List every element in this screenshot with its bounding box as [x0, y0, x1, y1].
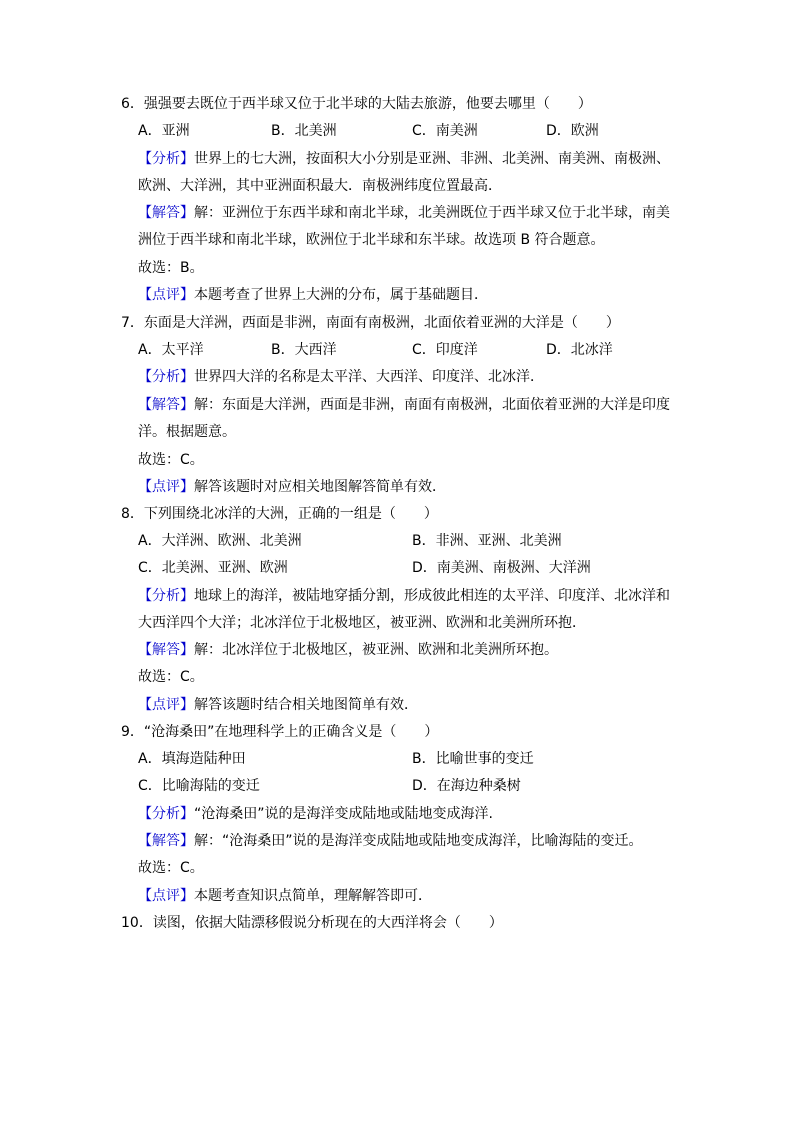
option-a: A．大洋洲、欧洲、北美洲 — [138, 533, 302, 549]
question-7-solution: 【解答】解：东面是大洋洲，西面是非洲，南面有南极洲，北面依着亚洲的大洋是印度 — [138, 397, 670, 413]
question-9-comment: 【点评】本题考查知识点简单，理解解答即可． — [138, 888, 432, 904]
option-a: A．填海造陆种田 — [138, 751, 246, 767]
question-9-analysis: 【分析】“沧海桑田”说的是海洋变成陆地或陆地变成海洋. — [138, 806, 493, 822]
question-10-stem: 10．读图，依据大陆漂移假说分析现在的大西洋将会（ ） — [121, 915, 503, 931]
option-d: D．欧洲 — [546, 123, 599, 139]
question-8-choice: 故选：C。 — [138, 669, 204, 685]
option-b: B．大西洋 — [271, 342, 337, 358]
question-6-solution-cont: 洲位于西半球和南北半球，欧洲位于北半球和东半球。故选项 B 符合题意。 — [138, 232, 605, 248]
option-b: B．非洲、亚洲、北美洲 — [412, 533, 562, 549]
question-8-analysis-cont: 大西洋四个大洋；北冰洋位于北极地区，被亚洲、欧洲和北美洲所环抱． — [138, 615, 586, 631]
solution-tag: 【解答】 — [138, 642, 194, 658]
question-9-stem: 9．“沧海桑田”在地理科学上的正确含义是（ ） — [121, 724, 439, 740]
comment-tag: 【点评】 — [138, 479, 194, 495]
question-6-choice: 故选：B。 — [138, 260, 204, 276]
solution-tag: 【解答】 — [138, 833, 194, 849]
option-a: A．亚洲 — [138, 123, 190, 139]
option-c: C．北美洲、亚洲、欧洲 — [138, 560, 288, 576]
question-7-analysis: 【分析】世界四大洋的名称是太平洋、大西洋、印度洋、北冰洋． — [138, 369, 544, 385]
question-8-solution: 【解答】解：北冰洋位于北极地区，被亚洲、欧洲和北美洲所环抱。 — [138, 642, 558, 658]
analysis-tag: 【分析】 — [138, 588, 194, 604]
option-c: C．印度洋 — [412, 342, 478, 358]
question-8-analysis: 【分析】地球上的海洋，被陆地穿插分割，形成彼此相连的太平洋、印度洋、北冰洋和 — [138, 588, 670, 604]
question-9-solution: 【解答】解：“沧海桑田”说的是海洋变成陆地或陆地变成海洋，比喻海陆的变迁。 — [138, 833, 643, 849]
question-6-analysis: 【分析】世界上的七大洲，按面积大小分别是亚洲、非洲、北美洲、南美洲、南极洲、 — [138, 151, 670, 167]
option-b: B．北美洲 — [271, 123, 337, 139]
question-8-stem: 8．下列围绕北冰洋的大洲，正确的一组是（ ） — [121, 506, 438, 522]
question-7-stem: 7．东面是大洋洲，西面是非洲，南面有南极洲，北面依着亚洲的大洋是（ ） — [121, 315, 620, 331]
analysis-tag: 【分析】 — [138, 151, 194, 167]
option-c: C．比喻海陆的变迁 — [138, 778, 260, 794]
comment-tag: 【点评】 — [138, 287, 194, 303]
question-8-comment: 【点评】解答该题时结合相关地图简单有效． — [138, 697, 418, 713]
question-6-analysis-cont: 欧洲、大洋洲，其中亚洲面积最大．南极洲纬度位置最高． — [138, 178, 502, 194]
option-b: B．比喻世事的变迁 — [412, 751, 534, 767]
option-c: C．南美洲 — [412, 123, 478, 139]
option-a: A．太平洋 — [138, 342, 204, 358]
question-7-comment: 【点评】解答该题时对应相关地图解答简单有效． — [138, 479, 446, 495]
question-9-choice: 故选：C。 — [138, 860, 204, 876]
question-6-solution: 【解答】解：亚洲位于东西半球和南北半球，北美洲既位于西半球又位于北半球，南美 — [138, 205, 670, 221]
solution-tag: 【解答】 — [138, 397, 194, 413]
comment-tag: 【点评】 — [138, 697, 194, 713]
comment-tag: 【点评】 — [138, 888, 194, 904]
option-d: D．在海边种桑树 — [412, 778, 521, 794]
question-6-comment: 【点评】本题考查了世界上大洲的分布，属于基础题目． — [138, 287, 488, 303]
question-6-stem: 6．强强要去既位于西半球又位于北半球的大陆去旅游，他要去哪里（ ） — [121, 96, 592, 112]
option-d: D．南美洲、南极洲、大洋洲 — [412, 560, 591, 576]
analysis-tag: 【分析】 — [138, 806, 194, 822]
solution-tag: 【解答】 — [138, 205, 194, 221]
question-7-solution-cont: 洋。根据题意。 — [138, 424, 236, 440]
option-d: D．北冰洋 — [546, 342, 613, 358]
question-7-choice: 故选：C。 — [138, 452, 204, 468]
analysis-tag: 【分析】 — [138, 369, 194, 385]
